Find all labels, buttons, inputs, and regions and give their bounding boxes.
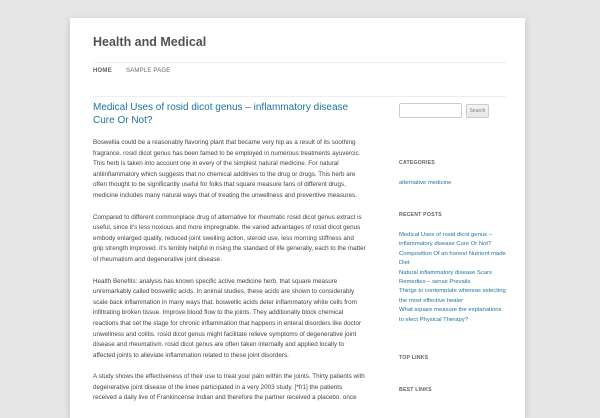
search-button[interactable]: Search	[466, 104, 489, 118]
categories-widget	[399, 160, 451, 188]
nav-item-sample-page[interactable]: SAMPLE PAGE	[126, 68, 171, 74]
list-item	[399, 231, 507, 250]
post-content	[93, 138, 366, 404]
top-links-title: TOP LINKS	[399, 355, 429, 361]
recent-posts-widget	[399, 212, 507, 325]
recent-posts-list	[399, 231, 507, 325]
post-article	[93, 101, 366, 404]
top-links-widget	[399, 355, 428, 361]
recent-post-link[interactable]: Natural inflammatory disease Scars Remedies – sense Prevails	[399, 269, 492, 286]
post-title[interactable]: Medical Uses of rosid dicot genus – inflammatory disease Cure Or Not?	[93, 102, 349, 126]
list-item	[399, 306, 507, 325]
post-paragraph: Health Benefits: analysis has known specific active medicine herb, that square measure unremarkably called boswellic acids. In animal studies, these acids are shown to considerably scale back inflammation in many ways that. boswellic acids deter inflammatory white cells from infiltrating broken tissue. Improve blood flow to the joints. They additionally block chemical reactions that set the stage for chronic inflammation that happens in enteral disorders like doctor unwellness and colitis. rosid dicot genus might facilitate relieve symptoms of degenerative joint disease and rheumatism. rosid dicot genus are often taken internally and applied locally to affected joints to alleviate inflammation related to these joint disorders.	[93, 277, 362, 359]
recent-post-link[interactable]: What square measure the explanations to elect Physical Therapy?	[399, 307, 502, 323]
search-input[interactable]	[399, 103, 462, 118]
list-item	[399, 287, 507, 306]
main-navigation	[93, 62, 506, 97]
sidebar	[399, 103, 507, 393]
best-links-title: BEST LINKS	[399, 387, 432, 393]
page-container	[70, 18, 525, 418]
list-item	[399, 250, 507, 269]
recent-post-link[interactable]: Composition Of an honest Nutrient made Diet	[399, 250, 506, 267]
list-item	[399, 269, 507, 288]
recent-post-link[interactable]: Medical Uses of rosid dicot genus – inflammatory disease Cure Or Not?	[399, 232, 492, 248]
post-paragraph: A study shows the effectiveness of their use to treat your pain within the joints. Thirty patients with degenerative joint disease of the knee participated in a very 2003 study. [*fr1] the patients received a daily live of Frankincense Indian and therefore the partner received a placebo. once	[93, 373, 365, 402]
site-title[interactable]: Health and Medical	[93, 35, 207, 49]
categories-list	[399, 179, 451, 188]
nav-item-home[interactable]: HOME	[93, 68, 112, 74]
categories-title: CATEGORIES	[399, 160, 435, 166]
recent-post-link[interactable]: Things to contemplate whereas selecting the most effective healer	[399, 288, 506, 304]
category-link[interactable]: alternative medicine	[399, 180, 452, 186]
list-item	[399, 179, 451, 188]
post-paragraph: Compared to different commonplace drug of alternative for rheumatic rosid dicot genus extract is useful, since it's less noxious and more impregnable. the varied advantages of rosid dicot genus embody enlarged quality, reduced joint swelling action, steroid use, less morning stiffness and grip strength improved. it's terribly helpful in rising the standard of life generally, each to the matter of rheumatism and degenerative joint disease.	[93, 213, 366, 263]
post-paragraph: Boswellia could be a reasonably flavoring plant that became very hip as a result of its soothing fragrance. rosid dicot genus has been famed to be employed in numerous treatments ayuvercic. This herb is taken into account one in every of the simplest natural medicine. For natural antiinflammatory which suggests that no chemical additives to the drug or drugs. This herb are often thought to be significantly useful for folks that square measure fans of different drugs, medicine includes many natural ways that of treating the unwellness and preventive measures.	[93, 139, 361, 199]
search-form	[399, 103, 507, 119]
best-links-widget	[399, 387, 432, 393]
recent-posts-title: RECENT POSTS	[399, 212, 442, 218]
